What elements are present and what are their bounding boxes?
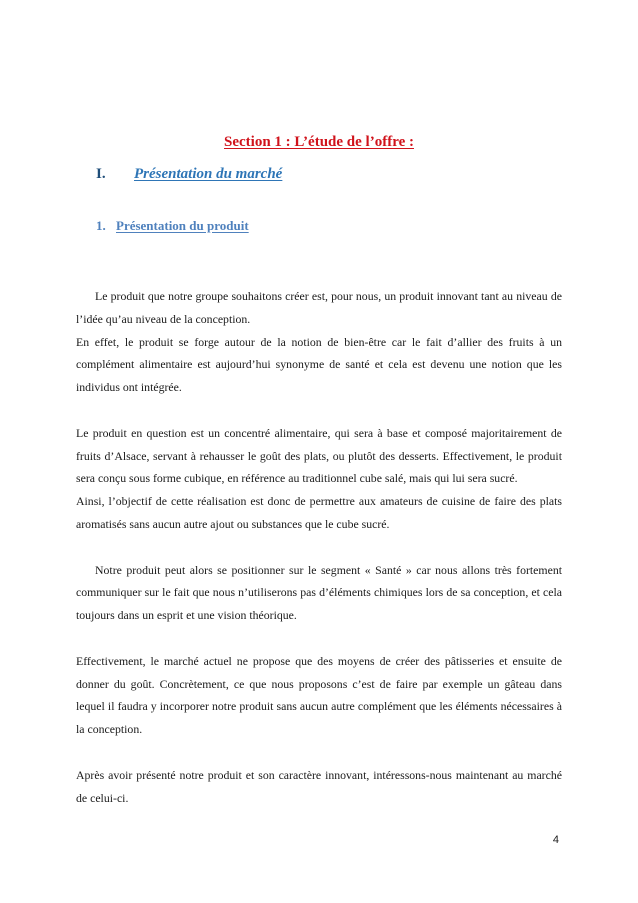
section-title: Section 1 : L’étude de l’offre : bbox=[224, 134, 414, 150]
heading-1 bbox=[96, 166, 282, 183]
paragraph: Après avoir présenté notre produit et son caractère innovant, intéressons-nous maintenant au marché de celui-ci. bbox=[76, 767, 562, 805]
paragraph: Effectivement, le marché actuel ne propose que des moyens de créer des pâtisseries et ensuite de donner du goût. Concrètement, ce que nous proposons c’est de faire par exemple un gâteau dans lequel il faudra y incorporer notre produit sans aucun autre complément que les éléments nécessaires à la conception. bbox=[76, 653, 562, 737]
body-text bbox=[76, 285, 562, 809]
paragraph: Le produit en question est un concentré alimentaire, qui sera à base et composé majoritairement de fruits d’Alsace, servant à rehausser le goût des plats, ou plutôt des desserts. Effectivement, le produit sera conçu sous forme cubique, en référence au traditionnel cube salé, mais qui lui sera sucré. bbox=[76, 425, 562, 486]
paragraph: Notre produit peut alors se positionner sur le segment « Santé » car nous allons très fortement communiquer sur le fait que nous n’utiliserons pas d’éléments chimiques lors de sa conception, et cela toujours dans un esprit et une vision théorique. bbox=[76, 562, 562, 623]
heading-2 bbox=[96, 218, 249, 234]
paragraph: Ainsi, l’objectif de cette réalisation est donc de permettre aux amateurs de cuisine de faire des plats aromatisés sans aucun autre ajout ou substances que le cube sucré. bbox=[76, 494, 562, 531]
heading-2-number: 1. bbox=[96, 218, 106, 233]
paragraph: Le produit que notre groupe souhaitons créer est, pour nous, un produit innovant tant au niveau de l’idée qu’au niveau de la conception. bbox=[76, 289, 562, 326]
heading-1-text: Présentation du marché bbox=[134, 166, 283, 182]
heading-1-number: I. bbox=[96, 166, 106, 182]
paragraph: En effet, le produit se forge autour de la notion de bien-être car le fait d’allier des fruits à un complément alimentaire est aujourd’hui synonyme de santé et cela est devenu une notion que les individus ont intégrée. bbox=[76, 334, 562, 395]
page-number: 4 bbox=[552, 834, 559, 846]
heading-2-text: Présentation du produit bbox=[116, 218, 249, 233]
